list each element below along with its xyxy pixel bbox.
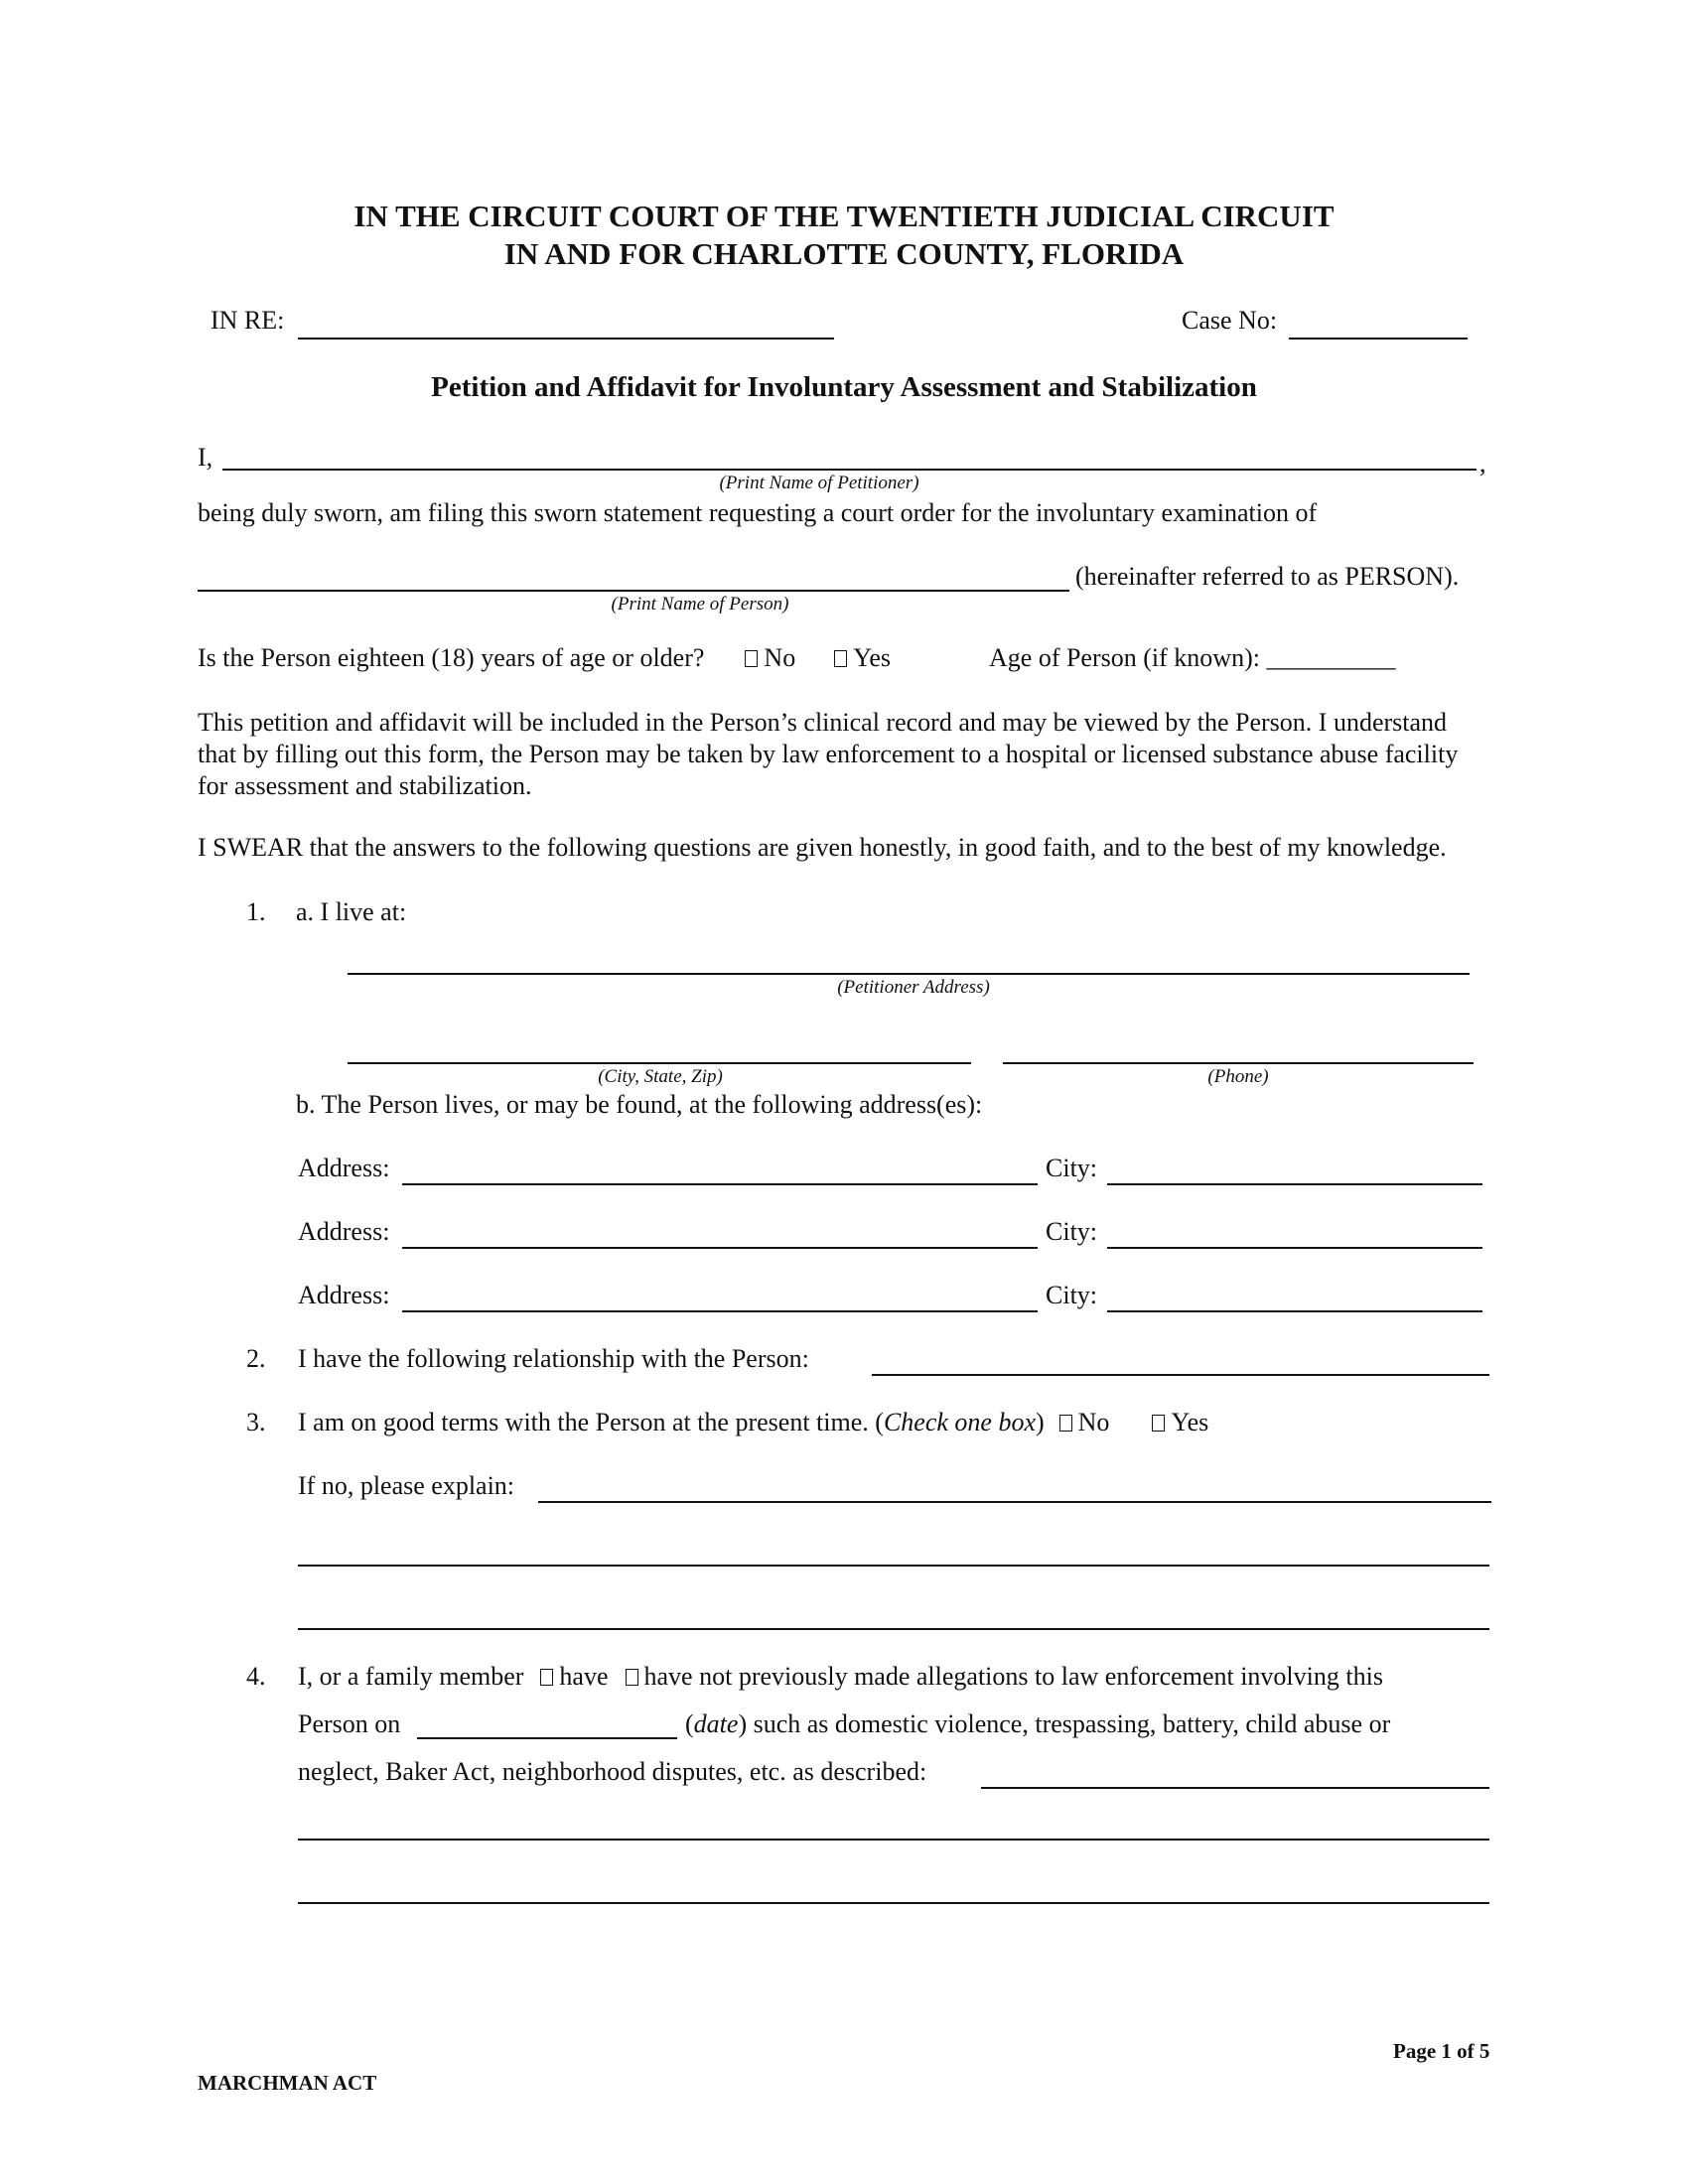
- age-known-field[interactable]: __________: [1266, 643, 1396, 672]
- allegation-date-field[interactable]: [417, 1737, 677, 1739]
- have-not-label: have not previously made allegations to law enforcement involving this: [643, 1662, 1383, 1691]
- have-not-checkbox[interactable]: [626, 1669, 638, 1686]
- court-header-line-2: IN AND FOR CHARLOTTE COUNTY, FLORIDA: [503, 236, 1185, 271]
- age-known-label: Age of Person (if known):: [989, 643, 1260, 672]
- q1a-label: a. I live at:: [296, 897, 407, 926]
- q4-number: 4.: [246, 1662, 266, 1691]
- explain-field-2[interactable]: [298, 1565, 1489, 1567]
- allegation-description-field-2[interactable]: [298, 1839, 1489, 1841]
- notice-paragraph: This petition and affidavit will be included in the Person’s clinical record and may be viewed by the Person. I understand that by filling out this form, the Person may be taken by law enforcement to a hospital or licensed substance abuse facility for assessment and stabilization.: [198, 708, 1459, 800]
- age-known: [989, 643, 1395, 673]
- swear-paragraph: I SWEAR that the answers to the following questions are given honestly, in good faith, and to the best of my knowledge.: [198, 833, 1447, 862]
- q1-number: 1.: [246, 897, 266, 926]
- case-no-field[interactable]: [1289, 338, 1468, 340]
- person-address-field-3[interactable]: [402, 1310, 1038, 1312]
- q3-text: [298, 1408, 1208, 1437]
- person-city-field-1[interactable]: [1107, 1183, 1482, 1185]
- age-question-text: Is the Person eighteen (18) years of age or older?: [198, 643, 705, 672]
- petitioner-address-caption: (Petitioner Address): [837, 977, 990, 998]
- petitioner-address-field[interactable]: [348, 973, 1470, 975]
- q2-number: 2.: [246, 1344, 266, 1373]
- age-question: [198, 643, 891, 673]
- petitioner-phone-field[interactable]: [1003, 1062, 1474, 1064]
- explain-label: If no, please explain:: [298, 1471, 515, 1500]
- address-label-2: Address:: [298, 1217, 390, 1246]
- sworn-statement: being duly sworn, am filing this sworn statement requesting a court order for the involuntary examination of: [198, 498, 1318, 527]
- person-name-caption: (Print Name of Person): [611, 594, 789, 614]
- explain-field-3[interactable]: [298, 1628, 1489, 1630]
- form-title: Petition and Affidavit for Involuntary Assessment and Stabilization: [431, 371, 1257, 403]
- petitioner-city-state-zip-field[interactable]: [348, 1062, 971, 1064]
- q4-line-2-text: ) such as domestic violence, trespassing, battery, child abuse or: [738, 1709, 1391, 1738]
- q4-text-start: I, or a family member: [298, 1662, 524, 1691]
- in-re-field[interactable]: [298, 338, 834, 340]
- age-no-checkbox[interactable]: [745, 650, 758, 667]
- person-city-field-3[interactable]: [1107, 1310, 1482, 1312]
- form-footer-name: MARCHMAN ACT: [198, 2071, 377, 2095]
- person-address-field-1[interactable]: [402, 1183, 1038, 1185]
- good-terms-no-label: No: [1077, 1408, 1110, 1436]
- hereinafter-text: (hereinafter referred to as PERSON).: [1075, 562, 1460, 591]
- age-yes-label: Yes: [853, 643, 892, 672]
- age-yes-checkbox[interactable]: [834, 650, 847, 667]
- petitioner-suffix: ,: [1479, 449, 1486, 478]
- good-terms-yes-checkbox[interactable]: [1152, 1415, 1165, 1432]
- petitioner-prefix: I,: [198, 443, 213, 472]
- court-header-line-1: IN THE CIRCUIT COURT OF THE TWENTIETH JUDICIAL CIRCUIT: [353, 199, 1335, 233]
- date-label: date: [693, 1709, 739, 1738]
- age-no-label: No: [764, 643, 796, 672]
- address-label-3: Address:: [298, 1281, 390, 1309]
- city-label-2: City:: [1046, 1217, 1098, 1246]
- q3-check-one: Check one box: [883, 1408, 1036, 1436]
- q4-person-on: Person on: [298, 1709, 401, 1738]
- allegation-description-field-3[interactable]: [298, 1902, 1489, 1904]
- q3-number: 3.: [246, 1408, 266, 1436]
- relationship-field[interactable]: [872, 1374, 1489, 1376]
- q4-line-1: [298, 1662, 1383, 1692]
- good-terms-yes-label: Yes: [1171, 1408, 1209, 1436]
- person-city-field-2[interactable]: [1107, 1247, 1482, 1249]
- city-label-1: City:: [1046, 1154, 1098, 1182]
- q1b-label: b. The Person lives, or may be found, at the following address(es):: [296, 1090, 983, 1119]
- petitioner-name-field[interactable]: [222, 469, 1477, 471]
- page-number: Page 1 of 5: [1393, 2039, 1490, 2063]
- case-no-label: Case No:: [1182, 306, 1278, 335]
- address-label-1: Address:: [298, 1154, 390, 1182]
- explain-field-1[interactable]: [538, 1501, 1491, 1503]
- person-name-field[interactable]: [198, 590, 1069, 592]
- allegation-description-field-1[interactable]: [981, 1787, 1489, 1789]
- q4-line-3: neglect, Baker Act, neighborhood disputes, etc. as described:: [298, 1757, 927, 1786]
- petitioner-name-caption: (Print Name of Petitioner): [719, 473, 919, 493]
- q2-text: I have the following relationship with the Person:: [298, 1344, 809, 1373]
- have-label: have: [559, 1662, 609, 1691]
- in-re-label: IN RE:: [211, 306, 285, 335]
- q3-text-before: I am on good terms with the Person at the present time. (: [298, 1408, 884, 1436]
- person-address-field-2[interactable]: [402, 1247, 1038, 1249]
- phone-caption: (Phone): [1207, 1066, 1269, 1087]
- q3-text-after: ): [1035, 1408, 1045, 1436]
- good-terms-no-checkbox[interactable]: [1059, 1415, 1072, 1432]
- q4-line-2-rest: (date) such as domestic violence, trespassing, battery, child abuse or: [685, 1709, 1391, 1738]
- city-state-zip-caption: (City, State, Zip): [598, 1066, 723, 1087]
- city-label-3: City:: [1046, 1281, 1098, 1309]
- have-checkbox[interactable]: [540, 1669, 553, 1686]
